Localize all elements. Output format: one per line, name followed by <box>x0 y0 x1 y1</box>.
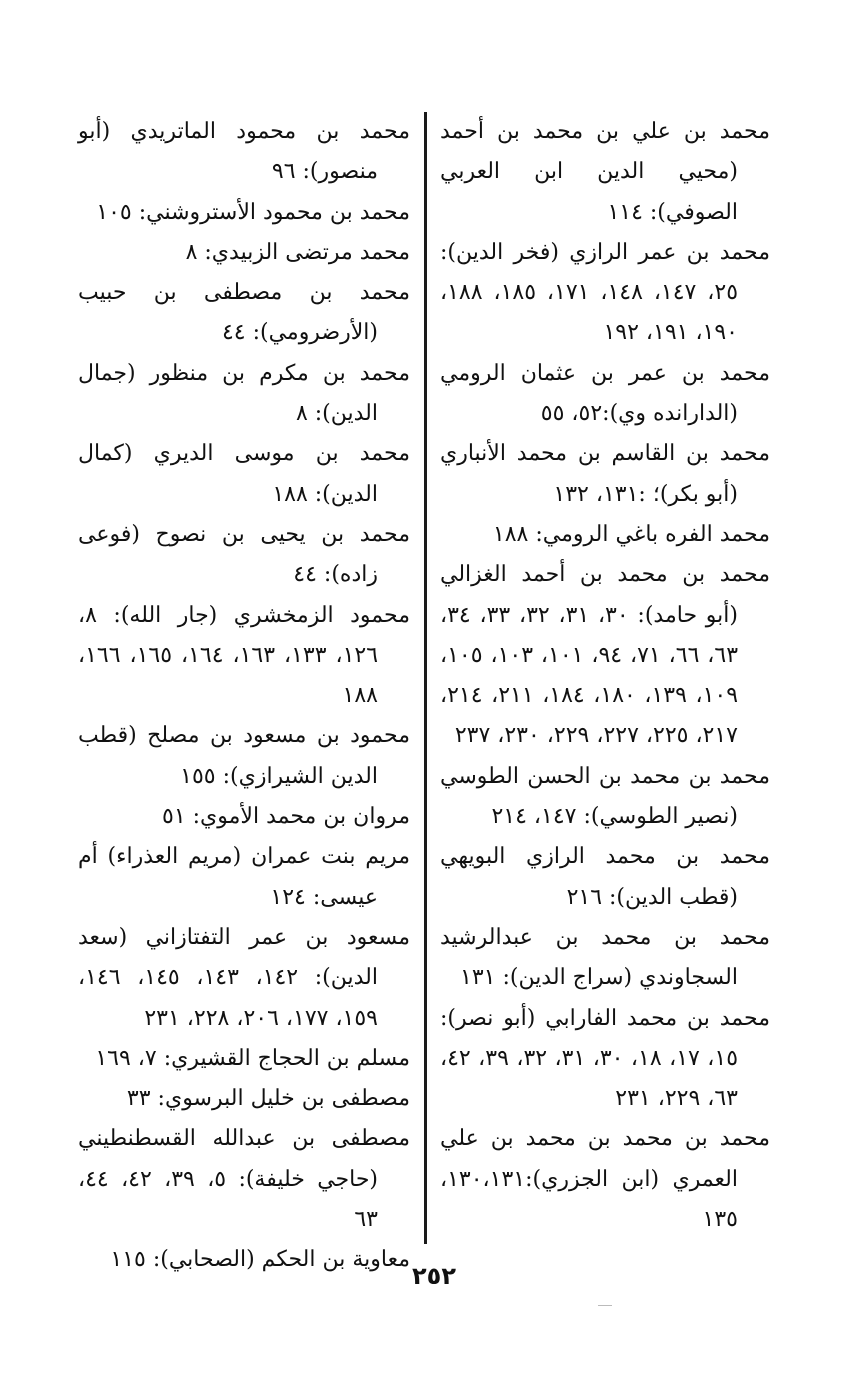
index-entry: محمد بن محمود الماتريدي (أبو منصور): ٩٦ <box>78 119 410 185</box>
index-entry: محمد بن مكرم بن منظور (جمال الدين): ٨ <box>78 360 410 427</box>
index-entry: محمد بن علي بن محمد بن أحمد (محيي الدين ابن العربي الصوفي): ١١٤ <box>440 119 770 225</box>
index-entry: محمد بن محمد الرازي البويهي (قطب الدين): ٢١٦ <box>440 844 770 910</box>
index-entry: محمد بن موسى الديري (كمال الدين): ١٨٨ <box>78 441 410 507</box>
index-entry: محمد الفره باغي الرومي: ١٨٨ <box>492 521 770 547</box>
index-column-left <box>78 112 410 1281</box>
index-entry: محمد بن محمد الفارابي (أبو نصر): ١٥، ١٧، ١٨، ٣٠، ٣١، ٣٢، ٣٩، ٤٢، ٦٣، ٢٢٩، ٢٣١ <box>440 1005 770 1112</box>
index-entry: مريم بنت عمران (مريم العذراء) أم عيسى: ١٢٤ <box>78 844 410 910</box>
index-entry: مسعود بن عمر التفتازاني (سعد الدين): ١٤٢، ١٤٣، ١٤٥، ١٤٦، ١٥٩، ١٧٧، ٢٠٦، ٢٢٨، ٢٣١ <box>78 924 410 1031</box>
index-entry: محمود بن مسعود بن مصلح (قطب الدين الشيرازي): ١٥٥ <box>78 723 410 789</box>
index-entry: محمد بن عمر بن عثمان الرومي (الدارانده وي):٥٢، ٥٥ <box>440 360 770 427</box>
index-column-right <box>440 112 770 1240</box>
column-divider <box>424 112 427 1244</box>
index-entry: محمد بن محمود الأستروشني: ١٠٥ <box>96 199 410 225</box>
index-entry: محمد بن محمد بن عبدالرشيد السجاوندي (سراج الدين): ١٣١ <box>440 924 770 991</box>
index-entry: محمد مرتضى الزبيدي: ٨ <box>185 239 410 265</box>
index-entry: مسلم بن الحجاج القشيري: ٧، ١٦٩ <box>95 1045 410 1071</box>
scan-speck <box>598 1305 612 1306</box>
index-entry: محمود الزمخشري (جار الله): ٨، ١٢٦، ١٣٣، ١٦٣، ١٦٤، ١٦٥، ١٦٦، ١٨٨ <box>78 602 410 709</box>
index-entry: محمد بن محمد بن الحسن الطوسي (نصير الطوسي): ١٤٧، ٢١٤ <box>440 763 770 830</box>
index-entry: معاوية بن الحكم (الصحابي): ١١٥ <box>110 1247 410 1273</box>
index-entry: محمد بن عمر الرازي (فخر الدين): ٢٥، ١٤٧، ١٤٨، ١٧١، ١٨٥، ١٨٨، ١٩٠، ١٩١، ١٩٢ <box>440 239 770 346</box>
index-entry: محمد بن محمد بن محمد بن علي العمري (ابن الجزري):١٣٠،١٣١، ١٣٥ <box>440 1126 770 1233</box>
index-entry: محمد بن القاسم بن محمد الأنباري (أبو بكر)؛ :١٣١، ١٣٢ <box>440 441 770 507</box>
index-entry: مصطفى بن عبدالله القسطنطيني (حاجي خليفة): ٥، ٣٩، ٤٢، ٤٤، ٦٣ <box>78 1126 410 1233</box>
index-entry: محمد بن مصطفى بن حبيب (الأرضرومي): ٤٤ <box>78 280 410 346</box>
index-entry: مروان بن محمد الأموي: ٥١ <box>162 804 410 830</box>
index-entry: محمد بن محمد بن أحمد الغزالي (أبو حامد): ٣٠، ٣١، ٣٢، ٣٣، ٣٤، ٦٣، ٦٦، ٧١، ٩٤، ١٠١، ١٠٣، ١٠٥، ١٠٩، ١٣٩، ١٨٠، ١٨٤، ٢١١، ٢١٤، ٢١٧، ٢٢٥، ٢٢٧، ٢٢٩، ٢٣٠، ٢٣٧ <box>440 562 770 749</box>
index-entry: محمد بن يحيى بن نصوح (فوعى زاده): ٤٤ <box>78 521 410 588</box>
page-number: ٢٥٢ <box>412 1262 456 1290</box>
index-entry: مصطفى بن خليل البرسوي: ٣٣ <box>126 1086 410 1112</box>
